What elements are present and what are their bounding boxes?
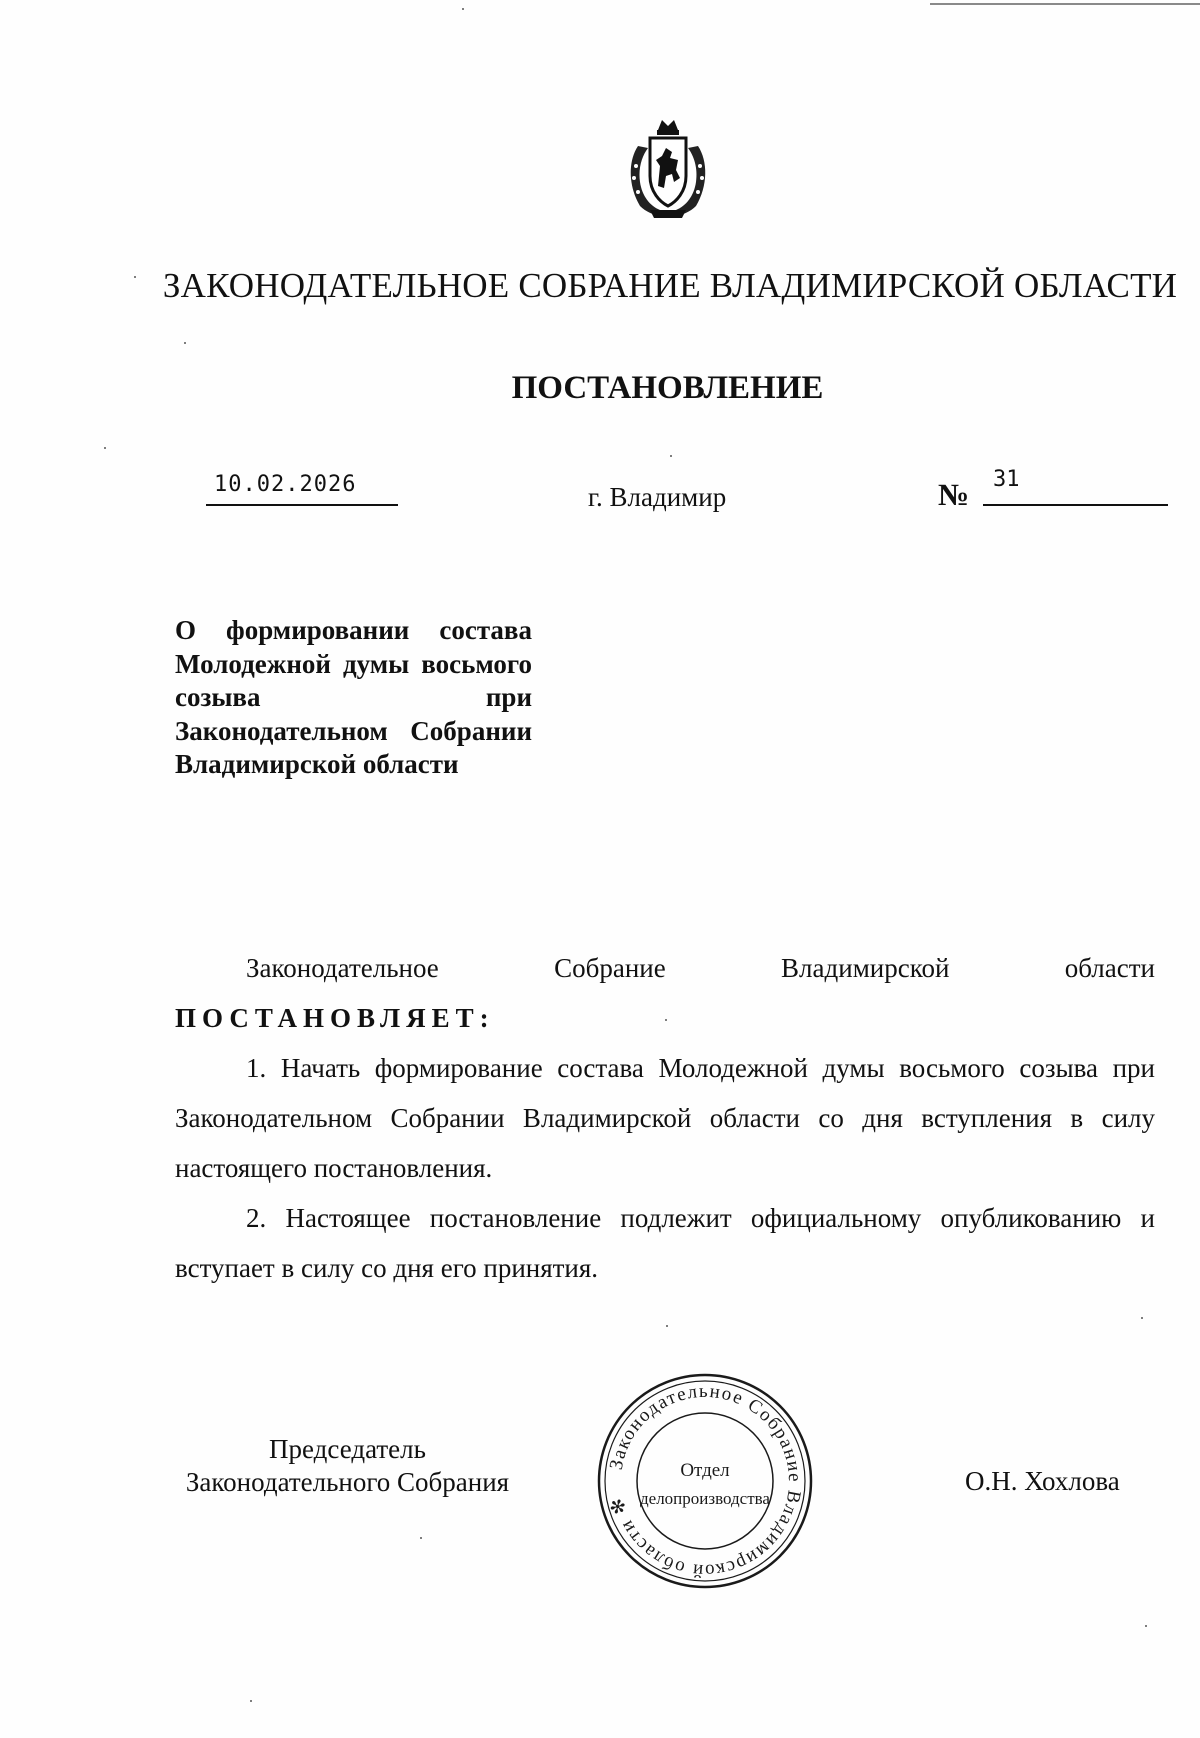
stamp-center-line-2: делопроизводства [640,1489,770,1508]
position-line-1: Председатель [269,1434,426,1464]
date-field [206,470,398,506]
city-label: г. Владимир [588,482,727,512]
scan-speck [1145,1625,1147,1627]
date-value: 10.02.2026 [214,472,357,497]
intro-word: области [1064,953,1155,983]
scan-speck [670,455,672,457]
scan-speck [462,8,464,10]
signatory-position [175,1433,520,1499]
scan-edge-line [930,3,1200,5]
organization-title: ЗАКОНОДАТЕЛЬНОЕ СОБРАНИЕ ВЛАДИМИРСКОЙ ОБЛАСТИ [162,266,1178,305]
scan-speck [666,1325,668,1327]
svg-text:Законодательное Собрание Влади [606,1381,805,1581]
stamp-ring-text: Законодательное Собрание Владимирской области ✻ [605,1380,806,1582]
number-label: № [938,477,970,512]
document-subject: О формировании состава Молодежной думы восьмого созыва при Законодательном Собрании Владимирской области [175,615,532,779]
document-body [175,943,1155,1293]
paragraph-2: 2. Настоящее постановление подлежит официальному опубликованию и вступает в силу со дня его принятия. [175,1203,1155,1283]
official-stamp [596,1372,814,1590]
scan-speck [665,1019,667,1021]
intro-word: Собрание [554,953,666,983]
coat-of-arms-icon [620,116,716,220]
scan-speck [1141,1317,1143,1319]
intro-word: Владимирской [781,953,950,983]
number-value: 31 [993,467,1020,492]
scan-speck [184,342,186,344]
scan-speck [104,447,106,449]
position-line-2: Законодательного Собрания [185,1467,510,1497]
scan-speck [250,1700,252,1702]
scan-speck [420,1537,422,1539]
paragraph-1: 1. Начать формирование состава Молодежной думы восьмого созыва при Законодательном Собрании Владимирской области со дня вступления в силу настоящего постановления. [175,1053,1155,1183]
intro-word: Законодательное [246,953,439,983]
signatory-name: О.Н. Хохлова [965,1466,1120,1496]
number-field [983,467,1168,506]
document-type-heading: ПОСТАНОВЛЕНИЕ [511,370,824,406]
body-intro-line [175,943,1155,993]
resolution-verb: ПОСТАНОВЛЯЕТ: [175,1003,495,1033]
stamp-center-line-1: Отдел [680,1460,730,1481]
scan-speck [134,276,136,278]
